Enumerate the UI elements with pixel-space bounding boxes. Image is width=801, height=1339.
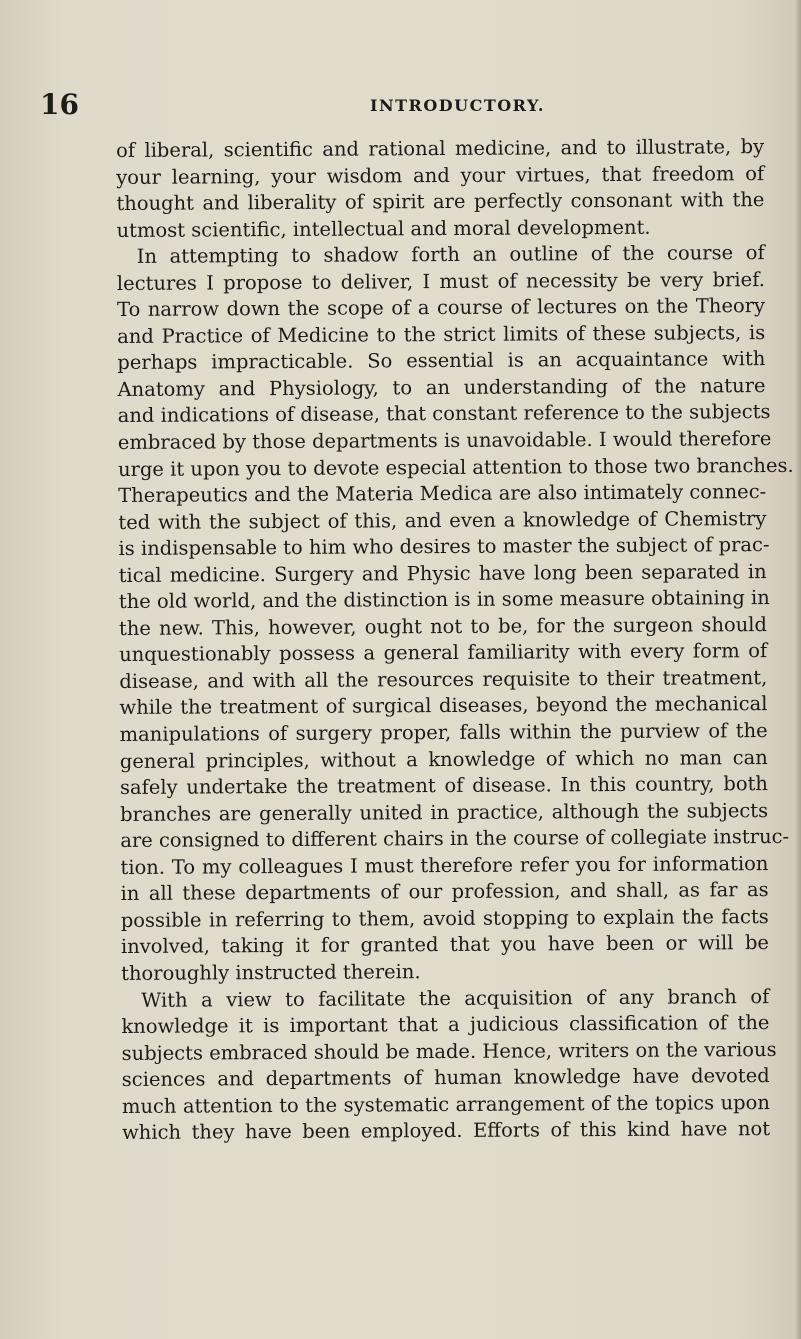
- text-line: To narrow down the scope of a course of lectures on the Theory: [116, 294, 766, 322]
- page-number: 16: [40, 88, 79, 121]
- text-line: manipulations of surgery proper, falls within the purview of the: [119, 719, 768, 747]
- text-line: Therapeutics and the Materia Medica are also intimately connec-: [118, 480, 767, 508]
- text-line: your learning, your wisdom and your virtues, that freedom of: [116, 161, 765, 189]
- running-head: INTRODUCTORY.: [370, 96, 545, 115]
- text-line: the new. This, however, ought not to be, for the surgeon should: [118, 612, 768, 640]
- text-line: general principles, without a knowledge of which no man can: [119, 745, 768, 773]
- text-line: branches are generally united in practice, although the subjects: [120, 798, 769, 826]
- text-line: unquestionably possess a general familiarity with every form of: [119, 639, 768, 667]
- text-line: perhaps impracticable. So essential is an acquaintance with: [117, 347, 766, 375]
- text-line: thought and liberality of spirit are perfectly consonant with the: [116, 188, 765, 216]
- text-line: and indications of disease, that constant reference to the subjects: [117, 400, 771, 428]
- text-line: safely undertake the treatment of disease. In this country, both: [119, 772, 769, 800]
- text-line: sciences and departments of human knowledge have devoted: [121, 1064, 770, 1092]
- text-line: subjects embraced should be made. Hence, writers on the various: [121, 1037, 777, 1065]
- text-line: is indispensable to him who desires to master the subject of prac-: [118, 533, 770, 561]
- text-line: knowledge it is important that a judicious classification of the: [121, 1011, 770, 1039]
- body-text: [116, 134, 794, 1147]
- text-line: lectures I propose to deliver, I must of necessity be very brief.: [116, 267, 765, 295]
- text-line: which they have been employed. Efforts of this kind have not: [122, 1117, 771, 1145]
- paragraph-first-line: In attempting to shadow forth an outline of the course of: [136, 241, 765, 269]
- text-line: of liberal, scientific and rational medicine, and to illustrate, by: [116, 135, 765, 162]
- paragraph-last-line: utmost scientific, intellectual and moral development.: [116, 215, 651, 242]
- text-line: possible in referring to them, avoid stopping to explain the facts: [120, 904, 769, 932]
- text-line: involved, taking it for granted that you have been or will be: [120, 931, 769, 959]
- text-line: in all these departments of our profession, and shall, as far as: [120, 878, 769, 906]
- text-line: ted with the subject of this, and even a knowledge of Chemistry: [118, 506, 767, 534]
- paragraph-last-line: thoroughly instructed therein.: [121, 960, 421, 985]
- paragraph-first-line: With a view to facilitate the acquisition of any branch of: [141, 984, 770, 1012]
- text-line: urge it upon you to devote especial attention to those two branches.: [117, 453, 794, 481]
- text-line: and Practice of Medicine to the strict limits of these subjects, is: [117, 320, 766, 348]
- text-line: are consigned to different chairs in the course of collegiate instruc-: [120, 825, 790, 853]
- text-line: tical medicine. Surgery and Physic have long been separated in: [118, 559, 767, 587]
- text-line: tion. To my colleagues I must therefore refer you for information: [120, 851, 769, 879]
- text-line: disease, and with all the resources requisite to their treatment,: [119, 665, 768, 693]
- text-line: Anatomy and Physiology, to an understanding of the nature: [117, 373, 766, 401]
- text-line: embraced by those departments is unavoidable. I would therefore: [117, 427, 772, 455]
- text-line: much attention to the systematic arrangement of the topics upon: [121, 1090, 770, 1118]
- text-line: while the treatment of surgical diseases, beyond the mechanical: [119, 692, 768, 720]
- text-line: the old world, and the distinction is in some measure obtaining in: [118, 586, 770, 614]
